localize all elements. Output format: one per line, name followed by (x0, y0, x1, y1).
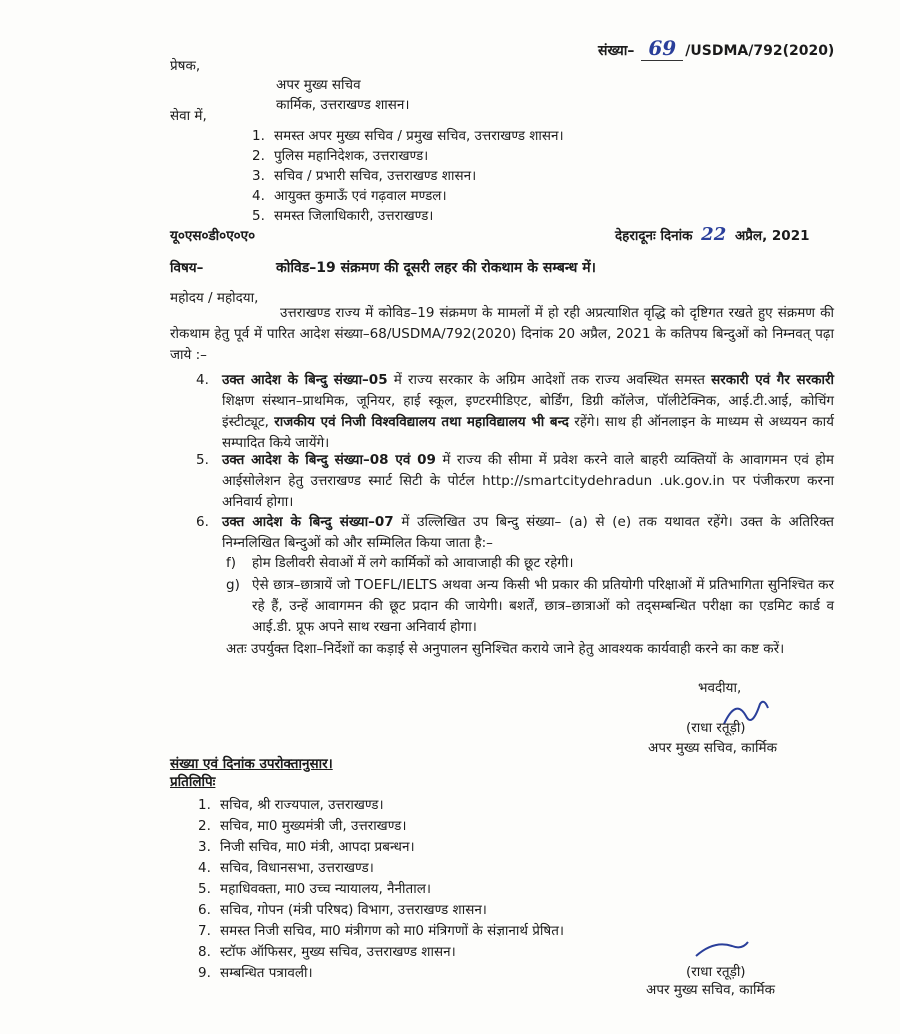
recipient-item: 3. सचिव / प्रभारी सचिव, उत्तराखण्ड शासन। (252, 168, 477, 184)
letter-date: देहरादूनः दिनांक 22 अप्रैल, 2021 (615, 224, 810, 245)
copy-heading: संख्या एवं दिनांक उपरोक्तानुसार। (170, 756, 333, 772)
point-5-text: उक्त आदेश के बिन्दु संख्या–08 एवं 09 में राज्य की सीमा में प्रवेश करने वाले बाहरी व्यक्तियों के आवागमन एवं होम आईसोलेशन हेतु उत्तराखण्ड स्मार्ट सिटी के पोर्टल http://smartcitydehradun .uk.gov.in पर पंजीकरण करना अनिवार्य होगा। (222, 452, 835, 510)
copy-item: 2. सचिव, मा0 मुख्यमंत्री जी, उत्तराखण्ड। (198, 818, 407, 834)
recipients-label: सेवा में, (170, 108, 207, 124)
recipient-item: 5. समस्त जिलाधिकारी, उत्तराखण्ड। (252, 208, 434, 224)
signature-mark (692, 936, 752, 960)
yours-faithfully: भवदीया, (698, 680, 742, 696)
subpoint-g-text: ऐसे छात्र–छात्रायें जो TOEFL/IELTS अथवा अन्य किसी भी प्रकार की प्रतियोगी परिक्षाओं में प्रतिभागिता सुनिश्चित कर रहे हैं, उन्हें आवागमन की छूट प्रदान की जायेगी। बशर्तें, छात्र–छात्राओं को तद्सम्बन्धित परीक्षा का एडमिट कार्ड व आई.डी. प्रूफ अपने साथ रखना अनिवार्य होगा। (252, 577, 834, 635)
signatory-designation: अपर मुख्य सचिव, कार्मिक (648, 740, 777, 756)
copy-item: 8. स्टॉफ ऑफिसर, मुख्य सचिव, उत्तराखण्ड शासन। (198, 944, 456, 960)
signatory-designation: अपर मुख्य सचिव, कार्मिक (646, 982, 775, 998)
point-6-text: उक्त आदेश के बिन्दु संख्या–07 में उल्लिखित उप बिन्दु संख्या– (a) से (e) तक यथावत रहेंगे। उक्त के अतिरिक्त निम्नलिखित बिन्दुओं को और सम्मिलित किया जाता है:– (222, 514, 835, 551)
copy-item: 7. समस्त निजी सचिव, मा0 मंत्रीगण को मा0 मंत्रिगणों के संज्ञानार्थ प्रेषित। (198, 923, 565, 939)
recipient-item: 4. आयुक्त कुमाऊँ एवं गढ़वाल मण्डल। (252, 188, 447, 204)
copy-item: 5. महाधिवक्ता, मा0 उच्च न्यायालय, नैनीताल। (198, 881, 431, 897)
salutation: महोदय / महोदया, (170, 290, 259, 306)
sender-label: प्रेषक, (170, 58, 201, 74)
sender-designation: अपर मुख्य सचिव (276, 77, 361, 93)
reference-code: /USDMA/792(2020) (685, 43, 835, 59)
subject-label: विषय– (170, 260, 204, 276)
subpoint-label: g) (226, 577, 240, 593)
copy-item: 3. निजी सचिव, मा0 मंत्री, आपदा प्रबन्धन। (198, 839, 415, 855)
office-code: यू०एस०डी०ए०ए० (170, 228, 256, 244)
reference-label: संख्या– (598, 43, 635, 59)
point-number: 4. (196, 372, 209, 388)
point-4-text: उक्त आदेश के बिन्दु संख्या–05 में राज्य सरकार के अग्रिम आदेशों तक राज्य अवस्थित समस्त सरकारी एवं गैर सरकारी शिक्षण संस्थान–प्राथमिक, जूनियर, हाई स्कूल, इण्टरमीडिएट, बोर्डिंग, डिग्री कॉलेज, पॉलीटेक्निक, आई.टी.आई, कोचिंग इंस्टीट्यूट, राजकीय एवं निजी विश्वविद्यालय तथा महाविद्यालय भी बन्द रहेंगे। साथ ही ऑनलाइन के माध्यम से अध्ययन कार्य सम्पादित किये जायेंगे। (222, 372, 834, 451)
intro-paragraph: उत्तराखण्ड राज्य में कोविड–19 संक्रमण के मामलों में हो रही अप्रत्याशित वृद्धि को दृष्टिगत रखते हुए संक्रमण की रोकथाम हेतु पूर्व में पारित आदेश संख्या–68/USDMA/792(2020) दिनांक 20 अप्रैल, 2021 के कतिपय बिन्दुओं को निम्नवत् पढ़ा जाये :– (170, 305, 834, 363)
reference-handwritten-number: 69 (641, 36, 683, 61)
signatory-name: (राधा रतूड़ी) (686, 720, 746, 736)
subject-text: कोविड–19 संक्रमण की दूसरी लहर की रोकथाम के सम्बन्ध में। (276, 260, 596, 276)
point-number: 5. (196, 452, 209, 468)
copy-label: प्रतिलिपिः (170, 774, 216, 790)
recipient-item: 2. पुलिस महानिदेशक, उत्तराखण्ड। (252, 148, 429, 164)
subpoint-f-text: होम डिलीवरी सेवाओं में लगे कार्मिकों को आवाजाही की छूट रहेगी। (252, 555, 574, 571)
copy-item: 9. सम्बन्धित पत्रावली। (198, 965, 313, 981)
copy-item: 1. सचिव, श्री राज्यपाल, उत्तराखण्ड। (198, 797, 384, 813)
sender-department: कार्मिक, उत्तराखण्ड शासन। (276, 97, 410, 113)
closing-paragraph: अतः उपर्युक्त दिशा–निर्देशों का कड़ाई से अनुपालन सुनिश्चित कराये जाने हेतु आवश्यक कार्यवाही करने का कष्ट करें। (226, 641, 785, 657)
recipient-item: 1. समस्त अपर मुख्य सचिव / प्रमुख सचिव, उत्तराखण्ड शासन। (252, 128, 564, 144)
copy-item: 6. सचिव, गोपन (मंत्री परिषद) विभाग, उत्तराखण्ड शासन। (198, 902, 487, 918)
date-handwritten-day: 22 (701, 224, 727, 245)
signatory-name: (राधा रतूड़ी) (686, 964, 746, 980)
subpoint-label: f) (226, 555, 237, 571)
point-number: 6. (196, 514, 209, 530)
copy-item: 4. सचिव, विधानसभा, उत्तराखण्ड। (198, 860, 374, 876)
reference-number (598, 36, 834, 61)
